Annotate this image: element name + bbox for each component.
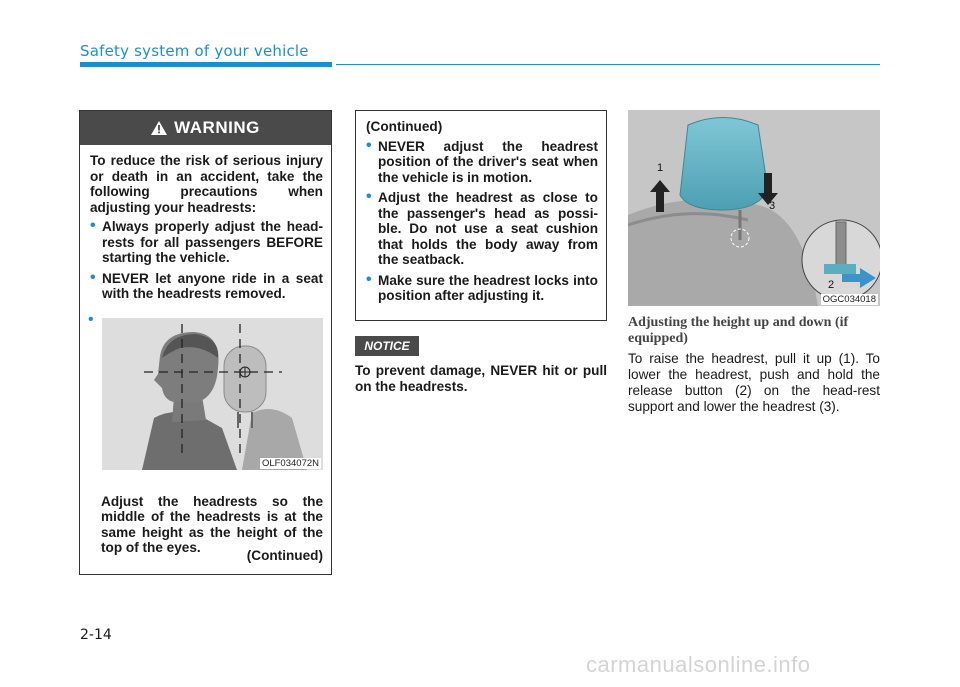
header-accent-bar xyxy=(80,62,332,67)
section-title: Adjusting the height up and down (if equipped) xyxy=(628,315,849,346)
headrest-adjust-figure xyxy=(628,110,880,306)
warning-bullet: • Always properly adjust the head-rests for all passengers BEFORE starting the vehicle. xyxy=(90,219,323,266)
warning-bullet: • NEVER let anyone ride in a seat with the headrests removed. xyxy=(90,271,323,302)
notice-tag: NOTICE xyxy=(355,336,419,356)
page-number: 2-14 xyxy=(80,627,112,643)
callout-3: 3 xyxy=(769,200,776,212)
callout-2: 2 xyxy=(828,279,835,291)
figure-code: OLF034072N xyxy=(261,458,319,469)
warning-continued-label: (Continued) xyxy=(246,548,323,563)
section-body: To raise the headrest, pull it up (1). To lower the headrest, push and hold the release button (2) on the head-rest support and lower the headrest (3). xyxy=(628,351,880,414)
continued-bullet: • Make sure the headrest locks into position after adjusting it. xyxy=(366,273,598,304)
watermark: carmanualsonline.info xyxy=(586,652,811,677)
warning-triangle-icon xyxy=(151,121,167,135)
header-divider-line xyxy=(336,64,880,65)
continued-warning-box xyxy=(355,110,607,321)
warning-after-figure-text: Adjust the headrests so the middle of the headrests is at the same height as the height of the top of the eyes. xyxy=(101,493,323,556)
warning-heading: WARNING xyxy=(174,118,260,137)
headrest-height-figure xyxy=(102,318,323,470)
warning-header xyxy=(80,111,331,145)
warning-intro: To reduce the risk of serious injury or death in an accident, take the following precautions when adjusting your headrests: xyxy=(90,153,323,215)
figure-code: OGC034018 xyxy=(822,294,876,305)
callout-1: 1 xyxy=(657,162,664,174)
warning-bullet-marker: • xyxy=(88,311,94,328)
section-header-title: Safety system of your vehicle xyxy=(80,42,309,60)
continued-bullet: • Adjust the headrest as close to the passenger's head as possi-ble. Do not use a seat cushion that holds the body away from the seatback. xyxy=(366,190,598,268)
headrest-adjust-illustration xyxy=(628,110,880,306)
continued-bullet: • NEVER adjust the headrest position of the driver's seat when the vehicle is in motion. xyxy=(366,139,598,186)
continued-heading: (Continued) xyxy=(366,119,443,134)
headrest-height-illustration xyxy=(102,318,323,470)
notice-text: To prevent damage, NEVER hit or pull on the headrests. xyxy=(355,363,607,394)
